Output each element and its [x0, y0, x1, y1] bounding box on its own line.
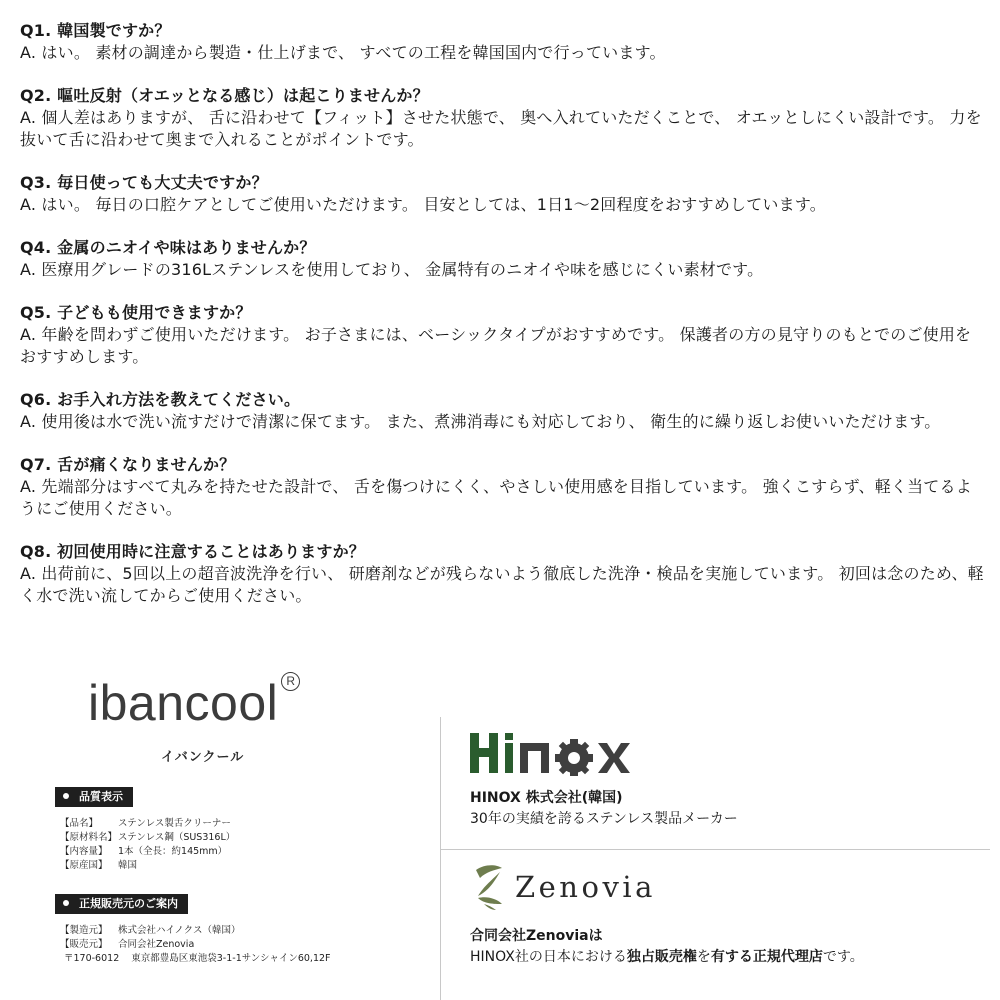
spec-row: [60, 817, 235, 831]
faq-question: Q7. 舌が痛くなりませんか？: [20, 455, 236, 474]
faq-item-5: [20, 302, 985, 368]
address: 東京都豊島区東池袋3-1-1サンシャイン60,12F: [131, 953, 331, 964]
zenovia-leaf-icon: [470, 862, 508, 912]
spec-key: 【内容量】: [60, 846, 108, 857]
faq-answer: A. 出荷前に、5回以上の超音波洗浄を行い、 研磨剤などが残らないよう徹底した洗浄・検品を実施しています。 初回は念のため、軽く水で洗い流してからご使用ください。: [20, 564, 984, 605]
faq-answer: A. はい。 毎日の口腔ケアとしてご使用いただけます。 目安としては、1日1〜2回程度をおすすめしています。: [20, 195, 826, 214]
desc-part: です。: [822, 949, 864, 965]
quality-spec-list: [60, 817, 235, 873]
spec-key: 【販売元】: [60, 939, 108, 950]
spec-key: 【品名】: [60, 818, 99, 829]
dealer-info-title: 正規販売元のご案内: [79, 897, 178, 910]
desc-bold: 独占販売権: [626, 949, 697, 965]
spec-row: [60, 845, 235, 859]
faq-answer: A. 医療用グレードの316Lステンレスを使用しており、 金属特有のニオイや味を感じにくい素材です。: [20, 260, 764, 279]
zenovia-description: [470, 947, 864, 967]
brand-kana: イバンクール: [161, 750, 245, 765]
postal-code: 〒170-6012: [64, 953, 120, 964]
spec-row: [60, 859, 235, 873]
faq-answer: A. 先端部分はすべて丸みを持たせた設計で、 舌を傷つけにくく、やさしい使用感を目指しています。 強くこすらず、軽く当てるようにご使用ください。: [20, 477, 972, 518]
faq-question: Q3. 毎日使っても大丈夫ですか？: [20, 173, 268, 192]
faq-answer: A. 使用後は水で洗い流すだけで清潔に保てます。 また、煮沸消毒にも対応しており、 衛生的に繰り返しお使いいただけます。: [20, 412, 941, 431]
spec-value: 合同会社Zenovia: [118, 939, 195, 950]
horizontal-divider: [441, 849, 990, 850]
zenovia-wordmark: Zenovia: [515, 870, 656, 904]
ibancool-logo: [88, 670, 358, 765]
bullet-icon: [63, 900, 69, 906]
faq-question: Q5. 子どもも使用できますか？: [20, 303, 252, 322]
faq-item-3: [20, 172, 985, 216]
ibancool-wordmark: [88, 670, 296, 736]
address-row: [60, 952, 343, 966]
faq-question: Q2. 嘔吐反射（オエッとなる感じ）は起こりませんか？: [20, 86, 429, 105]
faq-item-8: [20, 541, 985, 607]
spec-key: 【原産国】: [60, 860, 108, 871]
spec-row: [60, 831, 235, 845]
faq-question: Q8. 初回使用時に注意することはありますか？: [20, 542, 365, 561]
zenovia-company-name: 合同会社Zenoviaは: [470, 928, 603, 944]
registered-mark-icon: R: [281, 672, 300, 691]
faq-item-7: [20, 454, 985, 520]
desc-bold: 有する正規代理店: [710, 949, 823, 965]
spec-row: [60, 938, 343, 952]
spec-value: ステンレス製舌クリーナー: [118, 818, 231, 829]
quality-label-heading: [55, 787, 133, 807]
vertical-divider: [440, 717, 441, 1000]
spec-value: 株式会社ハイノクス（韓国）: [118, 925, 241, 936]
faq-question: Q1. 韓国製ですか？: [20, 21, 171, 40]
hinox-company-name: HINOX 株式会社(韓国): [470, 790, 623, 806]
dealer-info-heading: [55, 894, 188, 914]
hinox-description: 30年の実績を誇るステンレス製品メーカー: [470, 811, 738, 827]
quality-label-title: 品質表示: [79, 790, 123, 803]
faq-item-4: [20, 237, 985, 281]
ibancool-logo-text: ibancool: [88, 675, 279, 731]
desc-part: を: [696, 949, 711, 965]
spec-row: [60, 924, 343, 938]
desc-part: HINOX社の日本における: [470, 949, 627, 965]
faq-item-1: [20, 20, 985, 64]
faq-list: [20, 20, 985, 628]
spec-key: 【製造元】: [60, 925, 108, 936]
faq-answer: A. 年齢を問わずご使用いただけます。 お子さまには、ベーシックタイプがおすすめです。 保護者の方の見守りのもとでのご使用をおすすめします。: [20, 325, 972, 366]
spec-value: 韓国: [118, 860, 138, 871]
spec-key: 【原材料名】: [60, 832, 118, 843]
dealer-spec-list: [60, 924, 343, 966]
faq-question: Q6. お手入れ方法を教えてください。: [20, 390, 301, 409]
bullet-icon: [63, 793, 69, 799]
faq-item-2: [20, 85, 985, 151]
spec-value: ステンレス鋼（SUS316L）: [118, 832, 236, 843]
faq-answer: A. はい。 素材の調達から製造・仕上げまで、 すべての工程を韓国国内で行っています。: [20, 43, 666, 62]
spec-value: 1本（全長：約145mm）: [118, 846, 228, 857]
faq-question: Q4. 金属のニオイや味はありませんか？: [20, 238, 316, 257]
hinox-logo: [470, 730, 630, 776]
faq-item-6: [20, 389, 985, 433]
faq-answer: A. 個人差はありますが、 舌に沿わせて【フィット】させた状態で、 奥へ入れていただくことで、 オエッとしにくい設計です。 力を抜いて舌に沿わせて奥まで入れることがポイントです。: [20, 108, 982, 149]
